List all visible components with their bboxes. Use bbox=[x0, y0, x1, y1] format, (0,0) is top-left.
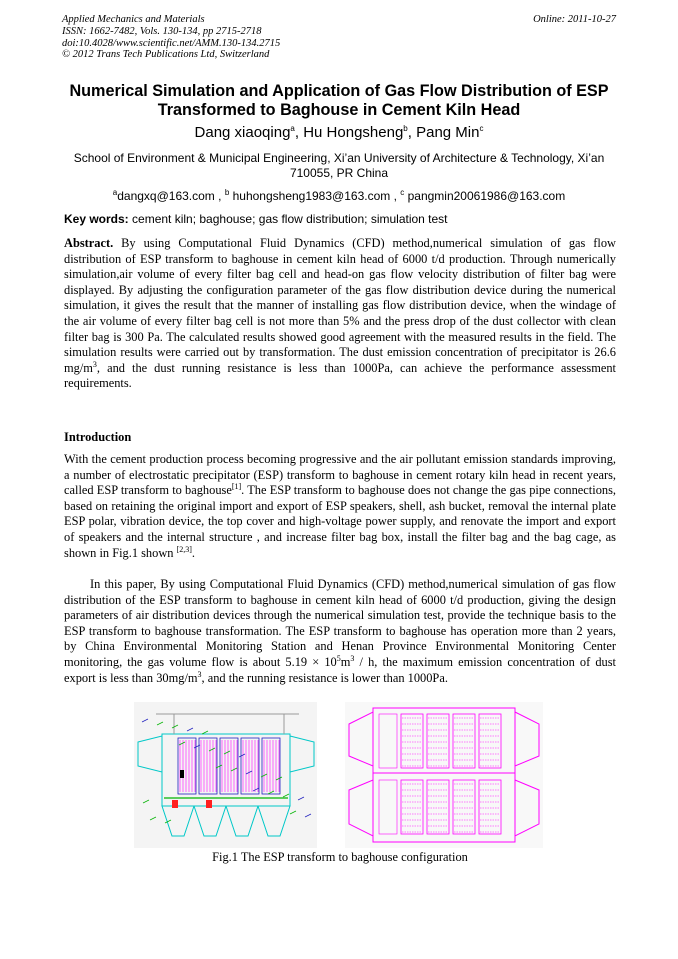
citation: [2,3] bbox=[176, 544, 192, 554]
author-sep: , bbox=[407, 124, 417, 141]
email-list bbox=[50, 189, 628, 204]
exponent: 5 bbox=[336, 653, 341, 663]
intro-paragraph-1 bbox=[64, 452, 616, 561]
author-name: Pang Min bbox=[416, 124, 480, 141]
issn-line: ISSN: 1662-7482, Vols. 130-134, pp 2715-2718 bbox=[62, 25, 262, 37]
author-name: Dang xiaoqing bbox=[194, 124, 291, 141]
author-name: Hu Hongsheng bbox=[303, 124, 404, 141]
keywords-label: Key words: bbox=[64, 212, 129, 226]
abstract bbox=[64, 236, 616, 392]
intro-paragraph-2 bbox=[64, 577, 616, 686]
text-run: m bbox=[340, 654, 351, 669]
exponent: 3 bbox=[350, 653, 355, 663]
abstract-text: By using Computational Fluid Dynamics (CFD) method,numerical simulation of gas flow distribution of ESP transform to baghouse in cement kiln head of 6000 t/d production. Through numerically simulation,air volume of every filter bag cell and head-on gas flow velocity distribution of filter bag were displayed. By adjusting the configuration parameter of the gas flow distribution device during the numerical simulation, it gives the result that the manner of installing gas flow distribution device, when the windage of the air volume of every filter bag cell is not more than 5% and the press drop of the dust collector with clean filter bag is 300 Pa. The calculated results showed good agreement with the measured results in the field. The simulation results were carried out by transformation. The dust emission concentration of precipitator is 26.6 mg/m bbox=[64, 236, 616, 375]
plan-view-drawing bbox=[345, 702, 543, 848]
side-view-drawing bbox=[134, 702, 317, 848]
journal-header bbox=[62, 14, 616, 61]
email-address: huhongsheng1983@163.com bbox=[229, 189, 391, 203]
figure-plan-view bbox=[345, 702, 543, 848]
exponent: 3 bbox=[197, 669, 202, 679]
journal-name: Applied Mechanics and Materials bbox=[62, 14, 205, 25]
figure-caption: Fig.1 The ESP transform to baghouse configuration bbox=[212, 850, 468, 864]
affiliation: School of Environment & Municipal Engineering, Xi’an University of Architecture & Technology, Xi’an 710055, PR China bbox=[73, 151, 605, 180]
online-date: Online: 2011-10-27 bbox=[533, 14, 616, 25]
paper-title: Numerical Simulation and Application of Gas Flow Distribution of ESP Transformed to Baghouse in Cement Kiln Head bbox=[69, 82, 609, 119]
text-run: With the cement production process becoming progressive and the air pollutant emission standards improving, a number of electrostatic precipitator (ESP) transform to baghouse in cement rotary kiln head in recent years, called ESP transform to baghouse bbox=[64, 452, 616, 498]
author-mark: c bbox=[479, 124, 484, 133]
email-mark: c bbox=[400, 188, 405, 197]
email-address: pangmin20061986@163.com bbox=[404, 189, 566, 203]
doi-line: doi:10.4028/www.scientific.net/AMM.130-134.2715 bbox=[62, 37, 281, 49]
figure-side-view bbox=[134, 702, 317, 848]
email-mark: a bbox=[112, 188, 118, 197]
author-list bbox=[50, 124, 628, 142]
section-heading-introduction: Introduction bbox=[64, 430, 132, 444]
email-address: dangxq@163.com bbox=[117, 189, 215, 203]
text-run: . bbox=[191, 545, 195, 560]
email-mark: b bbox=[224, 188, 230, 197]
abstract-sup: 3 bbox=[92, 359, 97, 369]
abstract-text-end: , and the dust running resistance is less than 1000Pa, can achieve the performance assessment requirements. bbox=[64, 360, 616, 391]
text-run: , and the running resistance is lower than 1000Pa. bbox=[201, 670, 448, 685]
author-mark: a bbox=[290, 124, 295, 133]
abstract-label: Abstract. bbox=[64, 236, 114, 250]
email-sep: , bbox=[390, 189, 401, 203]
citation: [1] bbox=[231, 482, 242, 492]
author-mark: b bbox=[403, 124, 408, 133]
text-run: / h, the maximum emission concentration of dust export is less than 30mg/m bbox=[64, 654, 616, 685]
text-run: In this paper, By using Computational Fluid Dynamics (CFD) method,numerical simulation of gas flow distribution of the ESP transform to baghouse in cement kiln head of 6000 t/d production, giving the design parameters of air distribution devices through the numerical simulation test, provide the technique basis to the ESP transform to baghouse transformation. The ESP transform to baghouse has operation more than 2 years, by China Environmental Monitoring Station and Henan Province Environmental Monitoring Center monitoring, the gas volume flow is about 5.19 × 10 bbox=[64, 577, 616, 669]
text-run: . The ESP transform to baghouse does not change the gas pipe connections, based on retaining the original import and export of ESP speakers, shell, ash bucket, removal the internal plate ESP polar, vibration device, the top cover and high-voltage power supply, and renovate the import and export of speakers and the internal structure , and increase filter bag box, install the filter bag and the bag cage, as shown in Fig.1 shown bbox=[64, 483, 616, 560]
email-sep: , bbox=[214, 189, 225, 203]
keywords-text: cement kiln; baghouse; gas flow distribution; simulation test bbox=[128, 212, 448, 226]
author-sep: , bbox=[294, 124, 304, 141]
keywords bbox=[64, 212, 616, 227]
copyright-line: © 2012 Trans Tech Publications Ltd, Switzerland bbox=[62, 49, 270, 61]
